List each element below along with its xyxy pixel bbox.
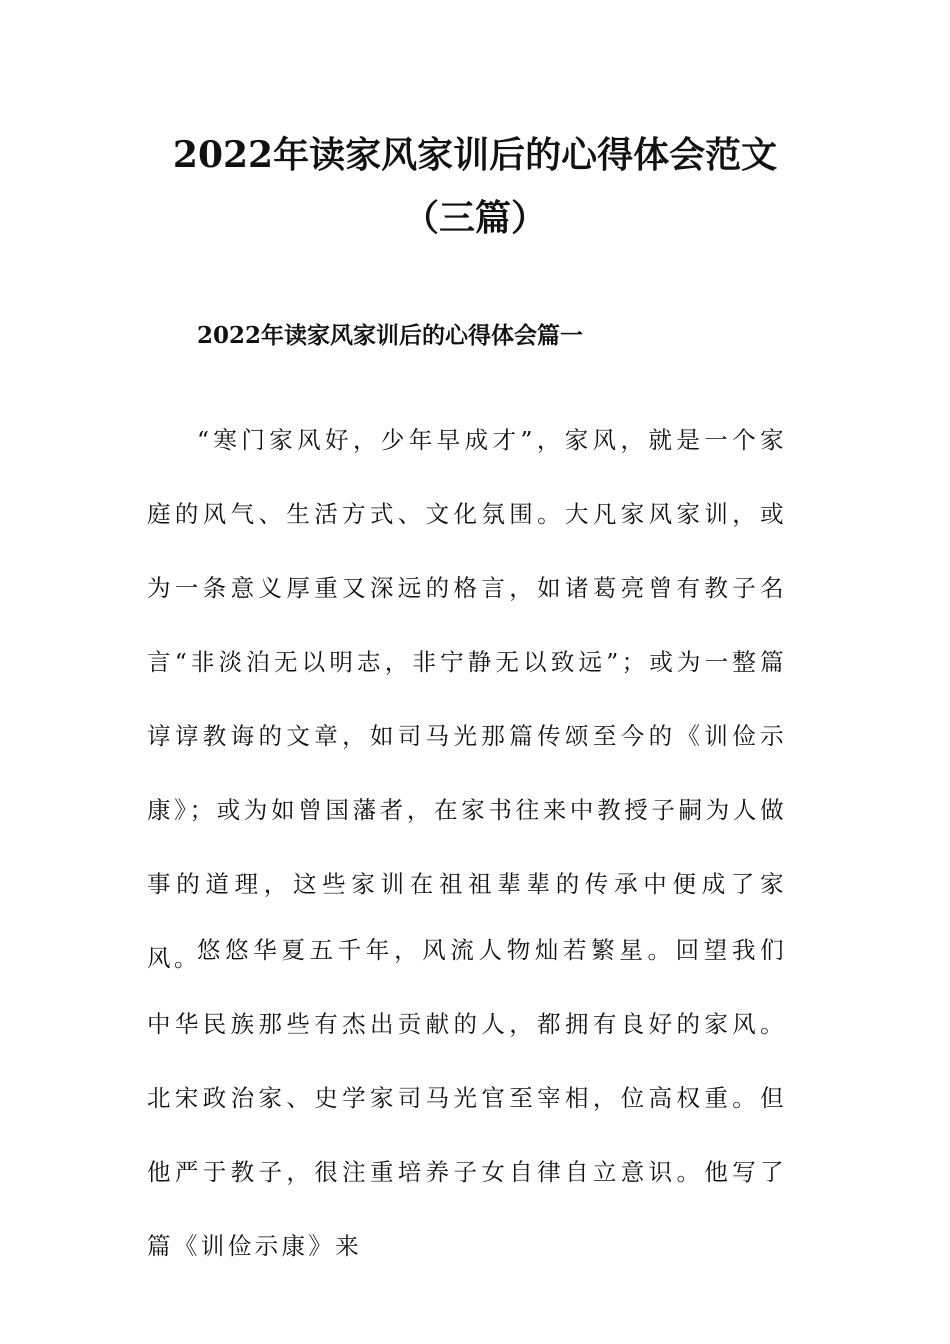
body-paragraph: 悠悠华夏五千年，风流人物灿若繁星。回望我们中华民族那些有杰出贡献的人，都拥有良好的家风。北宋政治家、史学家司马光官至宰相，位高权重。但他严于教子，很注重培养子女自律自立意识。他写了篇《训俭示康》来 bbox=[147, 936, 787, 1260]
document-title: 2022年读家风家训后的心得体会范文（三篇） bbox=[172, 134, 778, 239]
body-paragraph: “寒门家风好，少年早成才”，家风，就是一个家庭的风气、生活方式、文化氛围。大凡家风家训，或为一条意义厚重又深远的格言，如诸葛亮曾有教子名言“非淡泊无以明志，非宁静无以致远”；或为一整篇谆谆教诲的文章，如司马光那篇传颂至今的《训俭示康》；或为如曾国藩者，在家书往来中教授子嗣为人做事的道理，这些家训在祖祖辈辈的传承中便成了家风。 bbox=[147, 426, 787, 972]
section-heading: 2022年读家风家训后的心得体会篇一 bbox=[197, 322, 584, 349]
